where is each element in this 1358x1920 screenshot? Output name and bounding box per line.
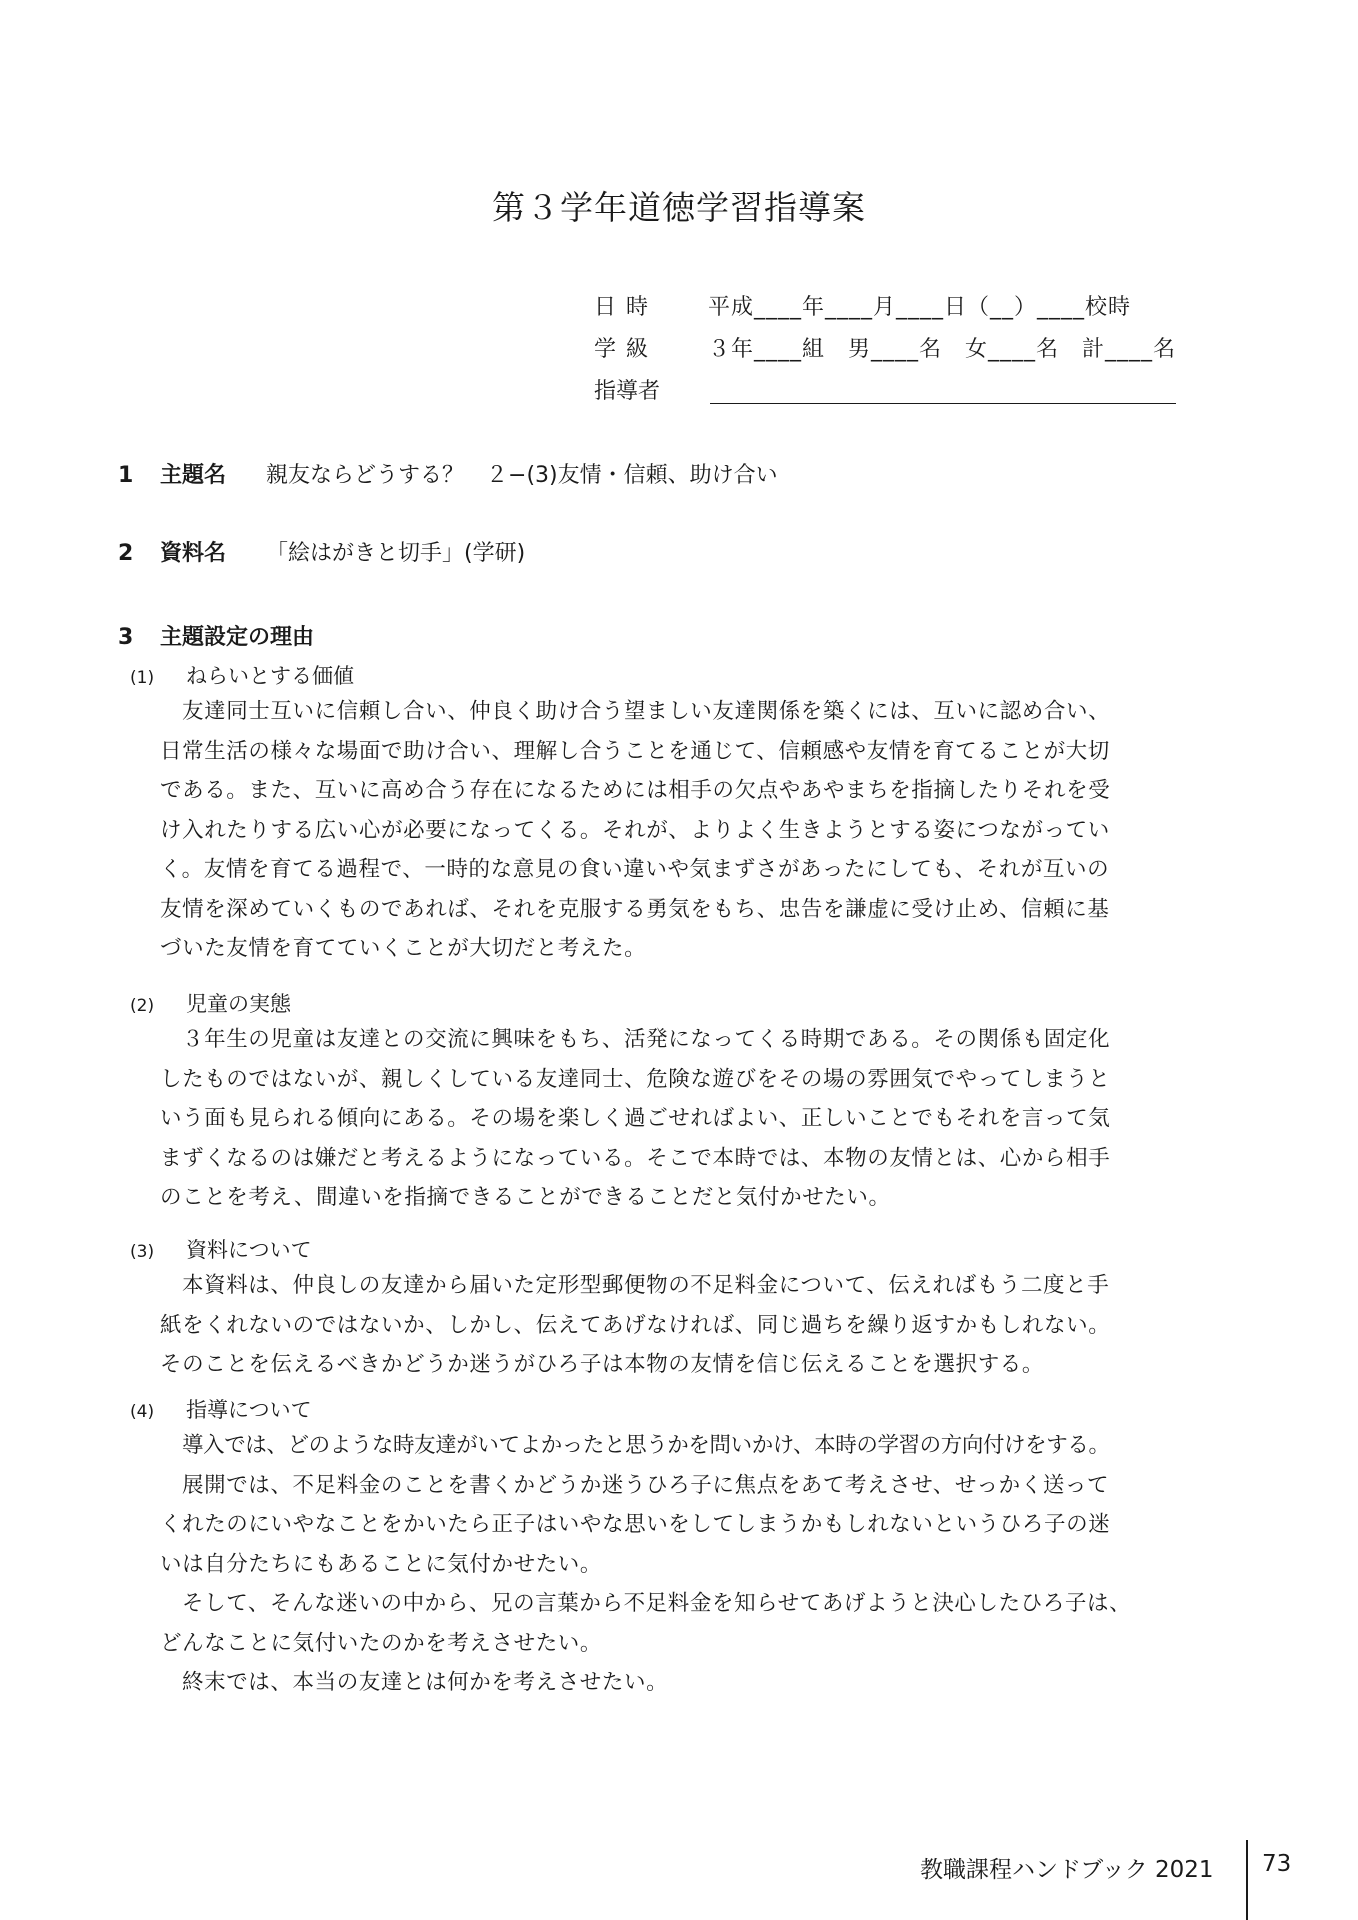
subsection-number: (1) [130,668,155,688]
text-line: のことを考え、間違いを指摘できることができることだと気付かせたい。 [160,1185,891,1210]
text-line: く。友情を育てる過程で、一時的な意見の食い違いや気まずさがあったにしても、それが互いの [160,857,1110,882]
section-material [118,536,525,567]
section-number: 2 [118,541,134,566]
section-value: 「絵はがきと切手」(学研) [266,541,526,566]
section-heading: 主題設定の理由 [160,625,315,650]
text-line: そして、そんな迷いの中から、兄の言葉から不足料金を知らせてあげようと決心したひろ子は、 [182,1591,1132,1616]
page-title: 第３学年道徳学習指導案 [492,188,866,227]
text-line: いは自分たちにもあることに気付かせたい。 [160,1551,603,1577]
text-line: いう面も見られる傾向にある。その場を楽しく過ごせればよい、正しいことでもそれを言って気 [160,1106,1111,1131]
text-line: 本資料は、仲良しの友達から届いた定形型郵便物の不足料金について、伝えればもう二度と手 [182,1273,1110,1298]
class-label: 学級 [594,337,659,362]
text-line: どんなことに気付いたのかを考えさせたい。 [160,1630,603,1656]
text-line: 終末では、本当の友達とは何かを考えさせたい。 [182,1670,669,1695]
section-number: 3 [118,625,134,650]
page-number: 73 [1262,1851,1292,1877]
footer-book-title: 教職課程ハンドブック 2021 [920,1857,1214,1883]
subsection-heading-guidance [130,1394,312,1424]
teacher-label: 指導者 [594,379,661,404]
paragraph-children [160,1020,1200,1218]
section-value: 親友ならどうする？ ２−(3)友情・信頼、助け合い [266,463,778,488]
paragraph-material [160,1266,1200,1385]
text-line: 友達同士互いに信頼し合い、仲良く助け合う望ましい友達関係を築くには、互いに認め合い、 [182,699,1111,724]
subsection-title: 児童の実態 [186,992,291,1016]
section-heading: 資料名 [160,541,227,566]
footer-divider [1246,1840,1248,1920]
subsection-title: 資料について [186,1238,312,1262]
subsection-title: ねらいとする価値 [186,664,354,688]
date-label: 日時 [594,295,659,320]
text-line: づいた友情を育てていくことが大切だと考えた。 [160,936,647,961]
date-value: 平成____年____月____日（__）____校時 [708,295,1132,320]
text-line: したものではないが、親しくしている友達同士、危険な遊びをその場の雰囲気でやってしまうと [160,1066,1111,1092]
text-line: 友情を深めていくものであれば、それを克服する勇気をもち、忠告を謙虚に受け止め、信頼に基 [160,896,1110,922]
text-line: ３年生の児童は友達との交流に興味をもち、活発になってくる時期である。その関係も固定化 [182,1027,1111,1052]
section-heading: 主題名 [160,463,227,488]
subsection-number: (2) [130,996,155,1016]
class-value: ３年____組 男____名 女____名 計____名 [708,337,1177,362]
text-line: そのことを伝えるべきかどうか迷うがひろ子は本物の友情を信じ伝えることを選択する。 [160,1352,1045,1377]
text-line: である。また、互いに高め合う存在になるためには相手の欠点やあやまちを指摘したりそれを受 [160,778,1111,803]
text-line: 展開では、不足料金のことを書くかどうか迷うひろ子に焦点をあて考えさせ、せっかく送って [182,1472,1110,1498]
paragraph-value [160,692,1200,969]
subsection-title: 指導について [186,1398,312,1422]
subsection-heading-value [130,660,354,690]
teacher-blank-line [710,403,1176,404]
subsection-number: (4) [130,1402,155,1422]
subsection-heading-children [130,988,291,1018]
subsection-number: (3) [130,1242,155,1262]
subsection-heading-material [130,1234,312,1264]
text-line: け入れたりする広い心が必要になってくる。それが、よりよく生きようとする姿につながってい [160,817,1110,843]
section-reason [118,620,354,651]
text-line: 日常生活の様々な場面で助け合い、理解し合うことを通じて、信頼感や友情を育てることが大切 [160,738,1110,764]
text-line: 導入では、どのような時友達がいてよかったと思うかを問いかけ、本時の学習の方向付けをする。 [182,1433,1110,1458]
text-line: まずくなるのは嫌だと考えるようになっている。そこで本時では、本物の友情とは、心から相手 [160,1145,1111,1171]
section-theme [118,458,778,489]
section-number: 1 [118,463,134,488]
text-line: 紙をくれないのではないか、しかし、伝えてあげなければ、同じ過ちを繰り返すかもしれない。 [160,1312,1111,1338]
text-line: くれたのにいやなことをかいたら正子はいやな思いをしてしまうかもしれないというひろ子の迷 [160,1512,1111,1537]
paragraph-guidance [160,1426,1200,1703]
